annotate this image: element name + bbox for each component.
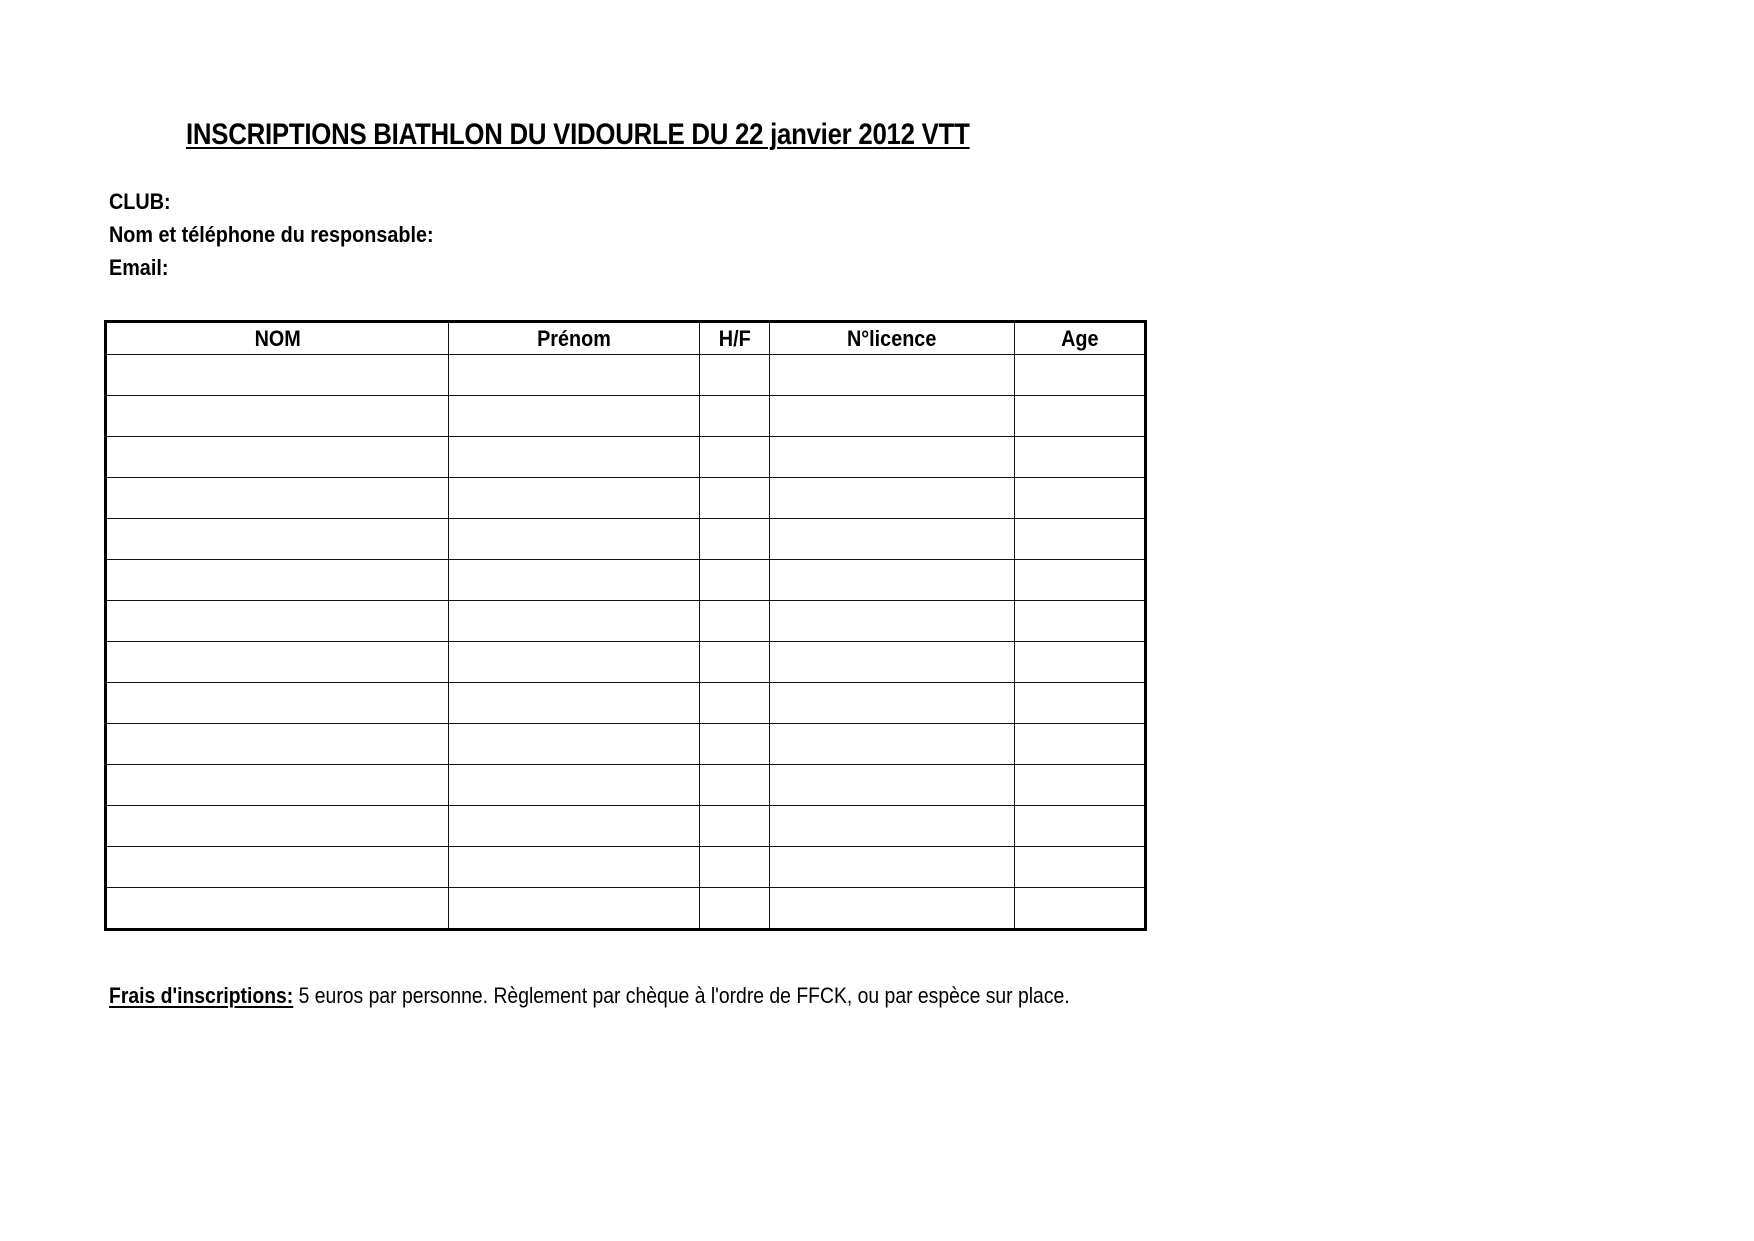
cell-licence[interactable] [770,847,1015,888]
column-header-sexe: H/F [700,322,770,355]
cell-nom[interactable] [106,642,449,683]
cell-prenom[interactable] [449,765,700,806]
cell-licence[interactable] [770,601,1015,642]
fee-label: Frais d'inscriptions: [109,983,294,1008]
registration-fee-note [109,983,1070,1009]
club-label: CLUB: [109,189,171,214]
column-header-age: Age [1015,322,1146,355]
cell-sexe[interactable] [700,806,770,847]
cell-licence[interactable] [770,765,1015,806]
cell-age[interactable] [1015,806,1146,847]
table-row [106,847,1146,888]
cell-prenom[interactable] [449,396,700,437]
cell-age[interactable] [1015,396,1146,437]
table-row [106,601,1146,642]
cell-sexe[interactable] [700,642,770,683]
column-header-prenom: Prénom [449,322,700,355]
cell-age[interactable] [1015,765,1146,806]
cell-age[interactable] [1015,437,1146,478]
cell-age[interactable] [1015,724,1146,765]
table-header-row [106,322,1146,355]
table-row [106,396,1146,437]
column-header-nom: NOM [106,322,449,355]
cell-prenom[interactable] [449,642,700,683]
cell-prenom[interactable] [449,355,700,396]
cell-sexe[interactable] [700,478,770,519]
table-row [106,888,1146,930]
cell-prenom[interactable] [449,806,700,847]
cell-prenom[interactable] [449,519,700,560]
column-header-licence: N°licence [770,322,1015,355]
cell-nom[interactable] [106,437,449,478]
cell-nom[interactable] [106,724,449,765]
cell-sexe[interactable] [700,560,770,601]
cell-sexe[interactable] [700,601,770,642]
cell-age[interactable] [1015,642,1146,683]
table-row [106,765,1146,806]
cell-licence[interactable] [770,724,1015,765]
cell-nom[interactable] [106,355,449,396]
cell-licence[interactable] [770,437,1015,478]
cell-nom[interactable] [106,765,449,806]
cell-licence[interactable] [770,806,1015,847]
cell-sexe[interactable] [700,355,770,396]
table-row [106,437,1146,478]
table-row [106,724,1146,765]
cell-prenom[interactable] [449,724,700,765]
table-row [106,683,1146,724]
fee-text: 5 euros par personne. Règlement par chèque à l'ordre de FFCK, ou par espèce sur place. [293,983,1070,1008]
table-row [106,560,1146,601]
cell-nom[interactable] [106,601,449,642]
cell-sexe[interactable] [700,888,770,930]
cell-nom[interactable] [106,560,449,601]
cell-nom[interactable] [106,396,449,437]
cell-nom[interactable] [106,888,449,930]
cell-licence[interactable] [770,355,1015,396]
cell-age[interactable] [1015,683,1146,724]
registration-table [104,320,1147,931]
cell-sexe[interactable] [700,847,770,888]
cell-sexe[interactable] [700,396,770,437]
table-row [106,806,1146,847]
cell-prenom[interactable] [449,478,700,519]
cell-age[interactable] [1015,355,1146,396]
cell-age[interactable] [1015,478,1146,519]
email-label: Email: [109,255,169,280]
cell-sexe[interactable] [700,765,770,806]
cell-age[interactable] [1015,847,1146,888]
cell-prenom[interactable] [449,601,700,642]
cell-licence[interactable] [770,888,1015,930]
cell-sexe[interactable] [700,724,770,765]
cell-licence[interactable] [770,396,1015,437]
cell-age[interactable] [1015,560,1146,601]
table-row [106,519,1146,560]
responsible-label: Nom et téléphone du responsable: [109,222,434,247]
cell-nom[interactable] [106,683,449,724]
cell-prenom[interactable] [449,683,700,724]
table-row [106,642,1146,683]
cell-nom[interactable] [106,847,449,888]
cell-nom[interactable] [106,806,449,847]
cell-prenom[interactable] [449,888,700,930]
cell-sexe[interactable] [700,683,770,724]
table-row [106,478,1146,519]
cell-prenom[interactable] [449,560,700,601]
cell-prenom[interactable] [449,847,700,888]
cell-licence[interactable] [770,683,1015,724]
cell-licence[interactable] [770,478,1015,519]
cell-licence[interactable] [770,560,1015,601]
cell-nom[interactable] [106,519,449,560]
cell-sexe[interactable] [700,519,770,560]
cell-licence[interactable] [770,519,1015,560]
cell-sexe[interactable] [700,437,770,478]
page-title: INSCRIPTIONS BIATHLON DU VIDOURLE DU 22 janvier 2012 VTT [186,118,970,151]
cell-prenom[interactable] [449,437,700,478]
table-row [106,355,1146,396]
cell-age[interactable] [1015,601,1146,642]
cell-nom[interactable] [106,478,449,519]
cell-age[interactable] [1015,888,1146,930]
cell-age[interactable] [1015,519,1146,560]
cell-licence[interactable] [770,642,1015,683]
